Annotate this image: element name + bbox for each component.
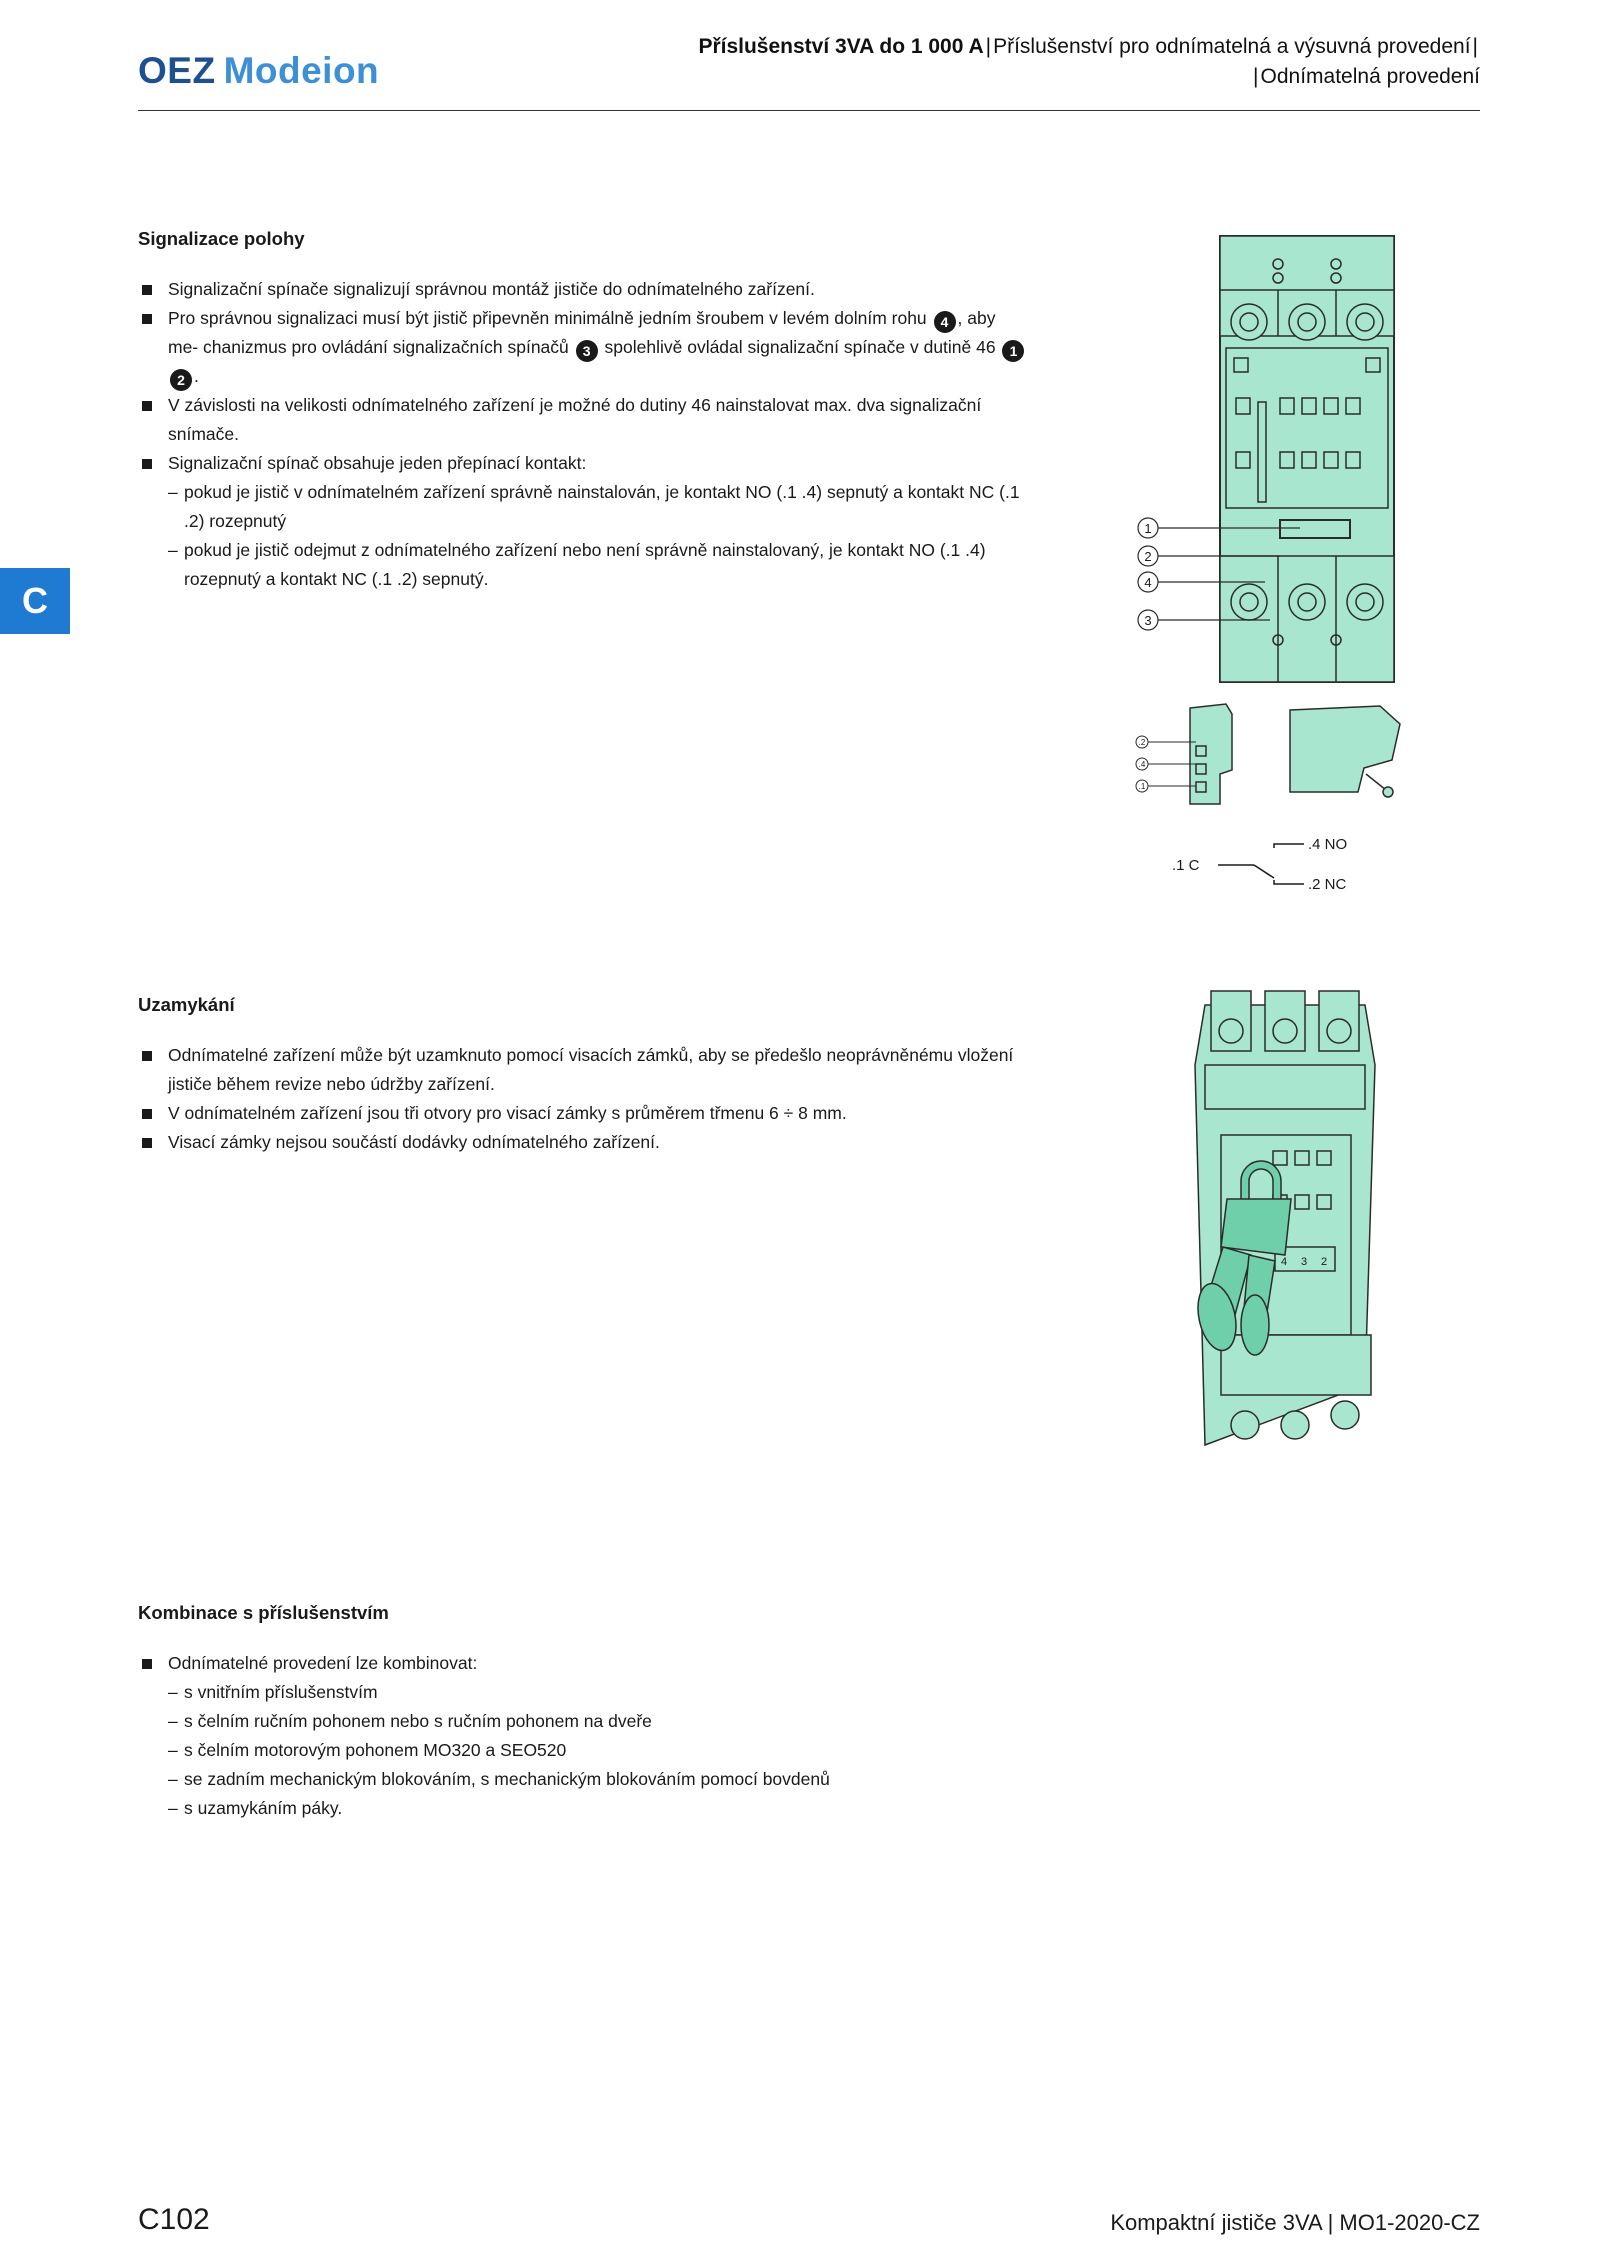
section-locking <box>138 990 1028 1157</box>
section-heading: Signalizace polohy <box>138 228 305 249</box>
page-header: Příslušenství 3VA do 1 000 A|Příslušenství pro odnímatelná a výsuvná provedení| |Odnímatelná provedení <box>698 35 1480 88</box>
footer-doc-info: Kompaktní jističe 3VA | MO1-2020-CZ <box>1110 2210 1480 2235</box>
contact-common-label: .1 C <box>1172 857 1200 874</box>
socket-label-2: 2 <box>1321 1256 1328 1268</box>
sub-item: – se zadním mechanickým blokováním, s mechanickým blokováním pomocí bovdenů <box>168 1769 830 1789</box>
number-marker-1: 1 <box>1002 340 1024 362</box>
header-divider <box>138 110 1480 111</box>
sub-item: – pokud je jistič v odnímatelném zařízení správně nainstalován, je kontakt NO (.1 .4) sepnutý a kontakt NC (.1 .2) rozepnutý <box>168 482 1020 531</box>
page-number: C102 <box>138 2203 210 2236</box>
bullet-item: Signalizační spínač obsahuje jeden přepínací kontakt: <box>138 449 1028 478</box>
callout-4: 4 <box>1144 575 1152 590</box>
callout-3: 3 <box>1144 613 1152 628</box>
section-heading: Kombinace s příslušenstvím <box>138 1602 389 1623</box>
figure-signalling-device <box>1130 230 1450 690</box>
figure-signalling-switch <box>1130 700 1420 810</box>
bullet-item: Signalizační spínače signalizují správnou montáž jističe do odnímatelného zařízení. <box>138 275 1028 304</box>
bullet-item: Visací zámky nejsou součástí dodávky odnímatelného zařízení. <box>138 1128 1028 1157</box>
section-position-signalling <box>138 224 1028 594</box>
number-marker-3: 3 <box>576 340 598 362</box>
bullet-item: Odnímatelné provedení lze kombinovat: <box>138 1649 1028 1678</box>
sub-item: – s čelním motorovým pohonem MO320 a SEO520 <box>168 1740 567 1760</box>
callout-small-2: .2 <box>1138 738 1146 747</box>
contact-no-label: .4 NO <box>1308 836 1348 853</box>
number-marker-2: 2 <box>170 369 192 391</box>
socket-label-4: 4 <box>1281 1256 1288 1268</box>
logo-product: Modeion <box>223 50 380 91</box>
section-heading: Uzamykání <box>138 994 235 1015</box>
header-title-part2: Příslušenství pro odnímatelná a výsuvná provedení <box>993 35 1471 58</box>
brand-logo <box>138 50 379 92</box>
number-marker-4: 4 <box>934 311 956 333</box>
figure-padlock-device <box>1165 985 1415 1455</box>
sub-item: – pokud je jistič odejmut z odnímatelného zařízení nebo není správně nainstalovaný, je kontakt NO (.1 .4) rozepnutý a kontakt NC (.1 .2) sepnutý. <box>168 540 986 589</box>
callout-2: 2 <box>1144 549 1152 564</box>
bullet-item: V závislosti na velikosti odnímatelného zařízení je možné do dutiny 46 nainstalovat max. dva signalizační snímače. <box>138 391 1028 449</box>
sub-item: – s vnitřním příslušenstvím <box>168 1682 378 1702</box>
bullet-item: Odnímatelné zařízení může být uzamknuto pomocí visacích zámků, aby se předešlo neoprávněnému vložení jističe během revize nebo údržby zařízení. <box>138 1041 1028 1099</box>
header-title-part3: Odnímatelná provedení <box>1260 65 1480 88</box>
sub-item: – s čelním ručním pohonem nebo s ručním pohonem na dveře <box>168 1711 652 1731</box>
figure-contact-schematic <box>1170 830 1390 900</box>
logo-brand: OEZ <box>138 50 216 91</box>
section-accessory-combination <box>138 1598 1028 1823</box>
bullet-item: Pro správnou signalizaci musí být jistič připevněn minimálně jedním šroubem v levém dolním rohu 4 , aby me- chanizmus pro ovládání signalizačních spínačů 3 spolehlivě ovládal signalizační spínače v dutině 46 12 . <box>138 304 1028 391</box>
callout-1: 1 <box>1144 521 1152 536</box>
callout-small-4: .4 <box>1138 760 1146 769</box>
chapter-tab: C <box>0 568 70 634</box>
bullet-item: V odnímatelném zařízení jsou tři otvory pro visací zámky s průměrem třmenu 6 ÷ 8 mm. <box>138 1099 1028 1128</box>
header-title-bold: Příslušenství 3VA do 1 000 A <box>698 35 984 58</box>
sub-item: – s uzamykáním páky. <box>168 1798 343 1818</box>
contact-nc-label: .2 NC <box>1308 876 1347 893</box>
callout-small-1: .1 <box>1138 782 1146 791</box>
socket-label-3: 3 <box>1301 1256 1308 1268</box>
